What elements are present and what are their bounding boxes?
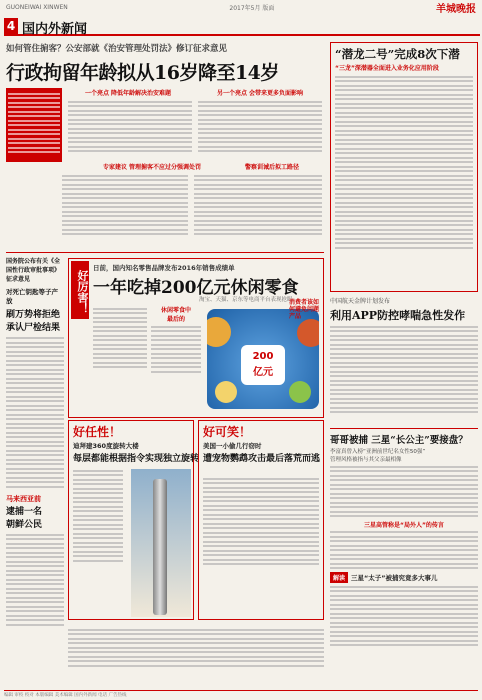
right-body-3	[330, 466, 478, 518]
right-body-2	[330, 326, 478, 414]
right-mid-title: 利用APP防控哮喘急性发作	[330, 309, 466, 322]
lead-title: 行政拘留年龄拟从16岁降至14岁	[6, 62, 279, 84]
left-head5: 朝鲜公民	[6, 519, 43, 530]
tower-shape	[153, 479, 167, 615]
right-low-sub2: 管理风格被指与其父亲最相像	[330, 457, 402, 463]
feature-body-2	[151, 326, 201, 373]
right-mid-article	[330, 296, 478, 426]
good2-head: 美国一小偷几行窃时	[203, 442, 262, 450]
snack-bag-illustration	[207, 309, 319, 409]
left-head4: 逮捕一名	[6, 506, 43, 517]
right-low-title: 哥哥被捕 三星“长公主”要接盘？	[330, 435, 468, 446]
dubai-article	[68, 420, 200, 620]
right-subtitle: “三龙”深潜器全面进入业务化应用阶段	[335, 65, 439, 72]
lead-kicker: 如何管住掮客？公安部就《治安管理处罚法》修订征求意见	[6, 44, 228, 54]
parrot-body	[203, 475, 319, 568]
lead-body-4	[194, 172, 322, 238]
feature-box	[151, 305, 201, 375]
lead-sub3: 专家建议 管理掮客不应过分强调处罚	[102, 164, 202, 171]
feature-box2: 最后的	[166, 316, 185, 323]
lead-sub2: 另一个亮点 会带来更多负面影响	[216, 90, 304, 97]
dubai-body	[73, 467, 123, 564]
right-low-sub: 李富真曾入榜“亚洲前世纪名女性50强”	[330, 449, 426, 455]
right-title: “潜龙二号”完成8次下潜	[335, 47, 460, 61]
left-head2: 承认尸检结果	[6, 323, 61, 333]
left-title1: 国务院公布有关《全国性行政审批事项》征求意见	[6, 258, 61, 283]
snack-icon	[297, 319, 319, 347]
snack-icon	[289, 381, 311, 403]
lead-sidebar-text	[8, 93, 60, 154]
left-column	[6, 256, 64, 696]
good2-title: 遭宠物鹦鹉攻击最后落荒而逃	[203, 454, 321, 464]
section-header	[4, 16, 480, 36]
right-body-1	[331, 76, 477, 249]
feature-body-1	[93, 305, 147, 371]
right-top-article	[330, 42, 478, 292]
lead-continued	[62, 162, 324, 252]
bag-label: 200 亿元	[241, 345, 285, 385]
lead-sidebar	[6, 88, 62, 162]
lead-body-1	[68, 98, 192, 155]
left-body-1	[6, 337, 64, 488]
brand-logo: 羊城晚报	[436, 3, 476, 15]
parrot-article	[198, 420, 324, 620]
right-pill-text: 三星“太子”被捕究竟多大事儿	[351, 574, 438, 582]
masthead-right: 2017年5月 版面	[229, 4, 275, 12]
feature-box1: 休闲零食中	[160, 307, 191, 314]
left-head1: 刷万势将拒绝	[6, 310, 61, 320]
section-number: 4	[4, 18, 18, 34]
right-pill: 解读	[330, 572, 348, 583]
right-low-article	[330, 428, 478, 696]
good1-label: 好任性！	[73, 425, 122, 439]
snack-icon	[215, 381, 237, 403]
lead-sub1: 一个亮点 降低年龄解决治安难题	[84, 90, 172, 97]
right-mid-kicker: 中国航天金牌计划发布	[330, 298, 391, 305]
section-name: 国内外新闻	[22, 22, 88, 37]
masthead-left: GUONEIWAI XINWEN	[6, 3, 68, 11]
good1-title: 每层都能根据指令实现独立旋转	[73, 454, 200, 464]
page-footer: 编辑 审校 校对 本版编辑 美术编辑 国内外新闻 电话 广告热线	[4, 690, 478, 698]
lead-sub4: 警察训诫后拟工路径	[244, 164, 299, 171]
good1-head: 迪拜建360度旋转大楼	[73, 442, 139, 450]
lead-body-2	[198, 98, 322, 155]
feature-title: 一年吃掉200亿元休闲零食	[93, 278, 299, 298]
consumer-head: 消费者该如何避免问题产品	[289, 299, 320, 320]
right-body-5	[330, 586, 478, 647]
feature-vertical-label: 好厉害！	[71, 261, 89, 319]
dubai-tower-image	[131, 469, 191, 617]
left-title2: 对死亡钥匙等子产放	[6, 288, 58, 305]
feature-subtitle: 淘宝、天猫、京东等电商平台表现抢眼	[199, 297, 293, 303]
masthead	[0, 0, 482, 14]
lead-rule	[6, 252, 324, 253]
lead-body-3	[62, 172, 188, 238]
left-head3: 马来西亚前	[6, 493, 41, 503]
feature-kicker: 日前，国内知名零售品牌发布2016年销售成绩单	[93, 264, 235, 272]
right-third-title: 三星高管称是“局外人”的传言	[364, 521, 444, 529]
bottom-body	[68, 626, 324, 669]
snack-icon	[207, 317, 231, 347]
left-body-2	[6, 534, 64, 626]
right-pill-row	[330, 572, 478, 583]
lead-article	[6, 42, 324, 162]
right-body-4	[330, 531, 478, 569]
snacks-feature	[68, 258, 324, 418]
good2-label: 好可笑！	[203, 425, 252, 439]
